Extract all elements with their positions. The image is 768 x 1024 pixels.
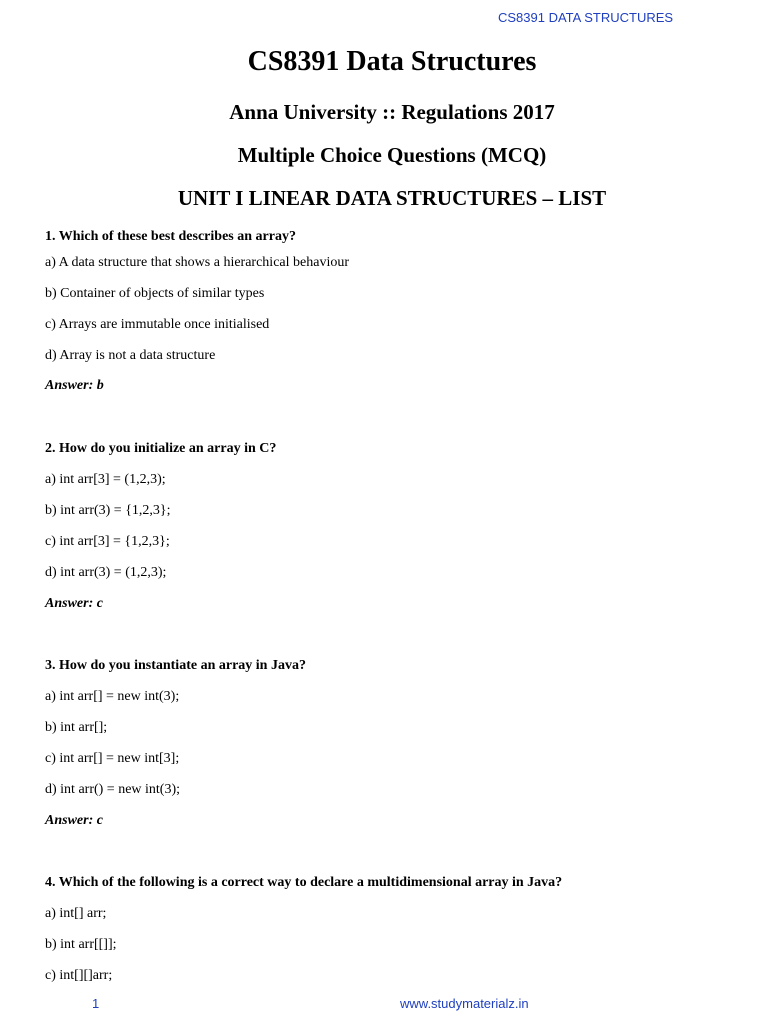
- question-1-answer: Answer: b: [45, 378, 104, 393]
- document-type-title: Multiple Choice Questions (MCQ): [237, 143, 547, 167]
- question-1: 1. Which of these best describes an array?: [45, 229, 296, 244]
- university-title: Anna University :: Regulations 2017: [229, 100, 555, 124]
- question-1-option-b: b) Container of objects of similar types: [45, 286, 265, 301]
- page-number: 1: [92, 996, 100, 1011]
- question-3-option-d: d) int arr() = new int(3);: [45, 782, 181, 797]
- question-2: 2. How do you initialize an array in C?: [45, 441, 277, 456]
- question-3-option-b: b) int arr[];: [45, 720, 108, 735]
- question-3-answer: Answer: c: [45, 813, 103, 828]
- question-2-option-b: b) int arr(3) = {1,2,3};: [45, 503, 171, 518]
- course-title: CS8391 Data Structures: [247, 46, 537, 77]
- question-1-option-d: d) Array is not a data structure: [45, 348, 216, 363]
- question-1-option-a: a) A data structure that shows a hierarchical behaviour: [45, 255, 349, 270]
- question-2-option-a: a) int arr[3] = (1,2,3);: [45, 472, 166, 487]
- question-4-option-b: b) int arr[[]];: [45, 937, 117, 952]
- question-4: 4. Which of the following is a correct way to declare a multidimensional array in Java?: [45, 875, 563, 890]
- question-3-option-c: c) int arr[] = new int[3];: [45, 751, 180, 766]
- question-3: 3. How do you instantiate an array in Java?: [45, 658, 306, 673]
- question-1-option-c: c) Arrays are immutable once initialised: [45, 317, 270, 332]
- question-3-option-a: a) int arr[] = new int(3);: [45, 689, 180, 704]
- question-2-option-d: d) int arr(3) = (1,2,3);: [45, 565, 167, 580]
- question-4-option-c: c) int[][]arr;: [45, 968, 113, 983]
- footer-website-link[interactable]: www.studymaterialz.in: [400, 996, 529, 1011]
- question-2-answer: Answer: c: [45, 596, 103, 611]
- question-4-option-a: a) int[] arr;: [45, 906, 107, 921]
- header-course-code: CS8391 DATA STRUCTURES: [498, 10, 674, 25]
- unit-title: UNIT I LINEAR DATA STRUCTURES – LIST: [177, 186, 607, 210]
- question-2-option-c: c) int arr[3] = {1,2,3};: [45, 534, 170, 549]
